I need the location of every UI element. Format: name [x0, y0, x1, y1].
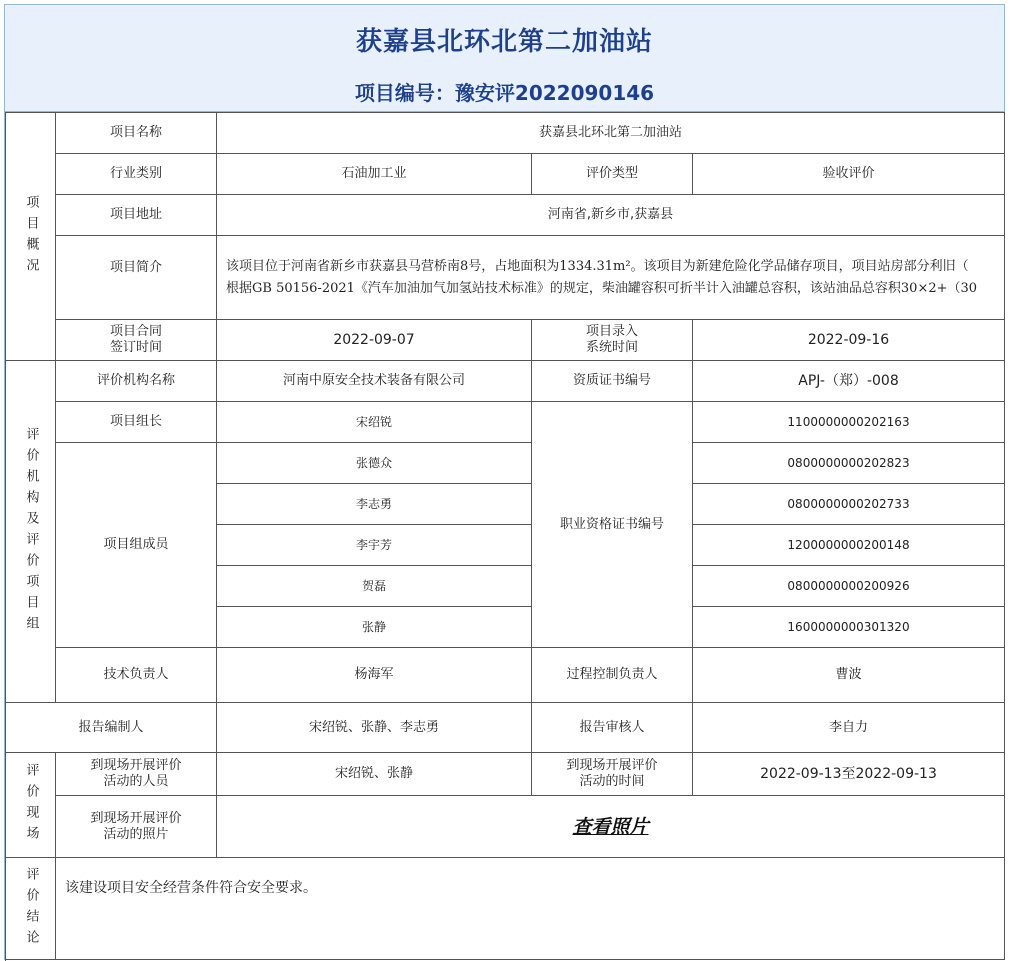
page-frame [4, 4, 1005, 960]
site-people-label-line-1: 到现场开展评价 [90, 758, 182, 773]
member-name: 宋绍锐 [217, 402, 532, 443]
tech-lead-label: 技术负责人 [56, 648, 217, 703]
site-photo-label-line-1: 到现场开展评价 [90, 810, 182, 826]
eval-type-label: 评价类型 [532, 154, 693, 195]
site-time-label-line-1: 到现场开展评价 [566, 758, 658, 773]
member-cert: 0800000000202733 [693, 484, 1005, 525]
view-photos-link[interactable]: 查看照片 [572, 815, 649, 838]
member-name: 李宇芳 [217, 525, 532, 566]
address-label: 项目地址 [56, 195, 217, 236]
brief-line-1: 该项目位于河南省新乡市获嘉县马营桥南8号，占地面积为1334.31m²。该项目为新建危险化学品储存项目，项目站房部分利旧（ [226, 258, 969, 274]
project-number-label: 项目编号 ： [355, 81, 455, 105]
contract-time-value: 2022-09-07 [217, 320, 532, 361]
project-name-value: 获嘉县北环北第二加油站 [217, 113, 1005, 154]
member-cert: 1100000000202163 [693, 402, 1005, 443]
entry-label-line-2: 系统时间 [585, 340, 638, 355]
entry-time-value: 2022-09-16 [693, 320, 1005, 361]
qualification-label: 职业资格证书编号 [532, 402, 693, 648]
org-name-label: 评价机构名称 [56, 361, 217, 402]
contract-label-line-2: 签订时间 [109, 340, 162, 355]
brief-label: 项目简介 [56, 236, 217, 320]
section-overview: 项目概况 [6, 113, 56, 361]
process-control-value: 曹波 [693, 648, 1005, 703]
members-label: 项目组成员 [56, 443, 217, 648]
report-author-label: 报告编制人 [6, 703, 217, 753]
section-org: 评价机构及评价项目组 [6, 361, 56, 703]
brief-line-2: 根据GB 50156-2021《汽车加油加气加氢站技术标准》的规定，柴油罐容积可折半计入油罐总容积，该站油品总容积30×2+（30 [226, 280, 978, 296]
project-number-value: 豫安评2022090146 [454, 81, 655, 105]
site-time-value: 2022-09-13至2022-09-13 [693, 753, 1005, 796]
project-name-label: 项目名称 [56, 113, 217, 154]
site-photo-cell [217, 796, 1005, 858]
section-conclusion: 评价结论 [6, 858, 56, 960]
site-people-label-line-2: 活动的人员 [103, 774, 169, 789]
contract-time-label [56, 320, 217, 361]
tech-lead-value: 杨海军 [217, 648, 532, 703]
brief-value [217, 236, 1005, 320]
org-name-value: 河南中原安全技术装备有限公司 [217, 361, 532, 402]
member-name: 李志勇 [217, 484, 532, 525]
entry-label-line-1: 项目录入 [585, 324, 638, 339]
cert-label: 资质证书编号 [532, 361, 693, 402]
industry-label: 行业类别 [56, 154, 217, 195]
process-control-label: 过程控制负责人 [532, 648, 693, 703]
page-title: 获嘉县北环北第二加油站 [355, 27, 653, 57]
leader-label: 项目组长 [56, 402, 217, 443]
site-photo-label [56, 796, 217, 858]
industry-value: 石油加工业 [217, 154, 532, 195]
section-site: 评价现场 [6, 753, 56, 858]
info-table [5, 112, 1005, 961]
contract-label-line-1: 项目合同 [109, 324, 162, 339]
member-name: 张静 [217, 607, 532, 648]
member-cert: 1200000000200148 [693, 525, 1005, 566]
page-header [5, 5, 1004, 112]
member-name: 贺磊 [217, 566, 532, 607]
site-photo-label-line-2: 活动的照片 [103, 826, 169, 842]
entry-time-label [532, 320, 693, 361]
eval-type-value: 验收评价 [693, 154, 1005, 195]
site-time-label [532, 753, 693, 796]
report-reviewer-label: 报告审核人 [532, 703, 693, 753]
conclusion-text: 该建设项目安全经营条件符合安全要求。 [56, 858, 1005, 960]
report-author-value: 宋绍锐、张静、李志勇 [217, 703, 532, 753]
site-people-label [56, 753, 217, 796]
member-cert: 1600000000301320 [693, 607, 1005, 648]
member-name: 张德众 [217, 443, 532, 484]
report-reviewer-value: 李自力 [693, 703, 1005, 753]
site-people-value: 宋绍锐、张静 [217, 753, 532, 796]
project-number [5, 77, 1004, 106]
cert-value: APJ-（郑）-008 [693, 361, 1005, 402]
address-value: 河南省,新乡市,获嘉县 [217, 195, 1005, 236]
member-cert: 0800000000202823 [693, 443, 1005, 484]
member-cert: 0800000000200926 [693, 566, 1005, 607]
site-time-label-line-2: 活动的时间 [579, 774, 645, 789]
